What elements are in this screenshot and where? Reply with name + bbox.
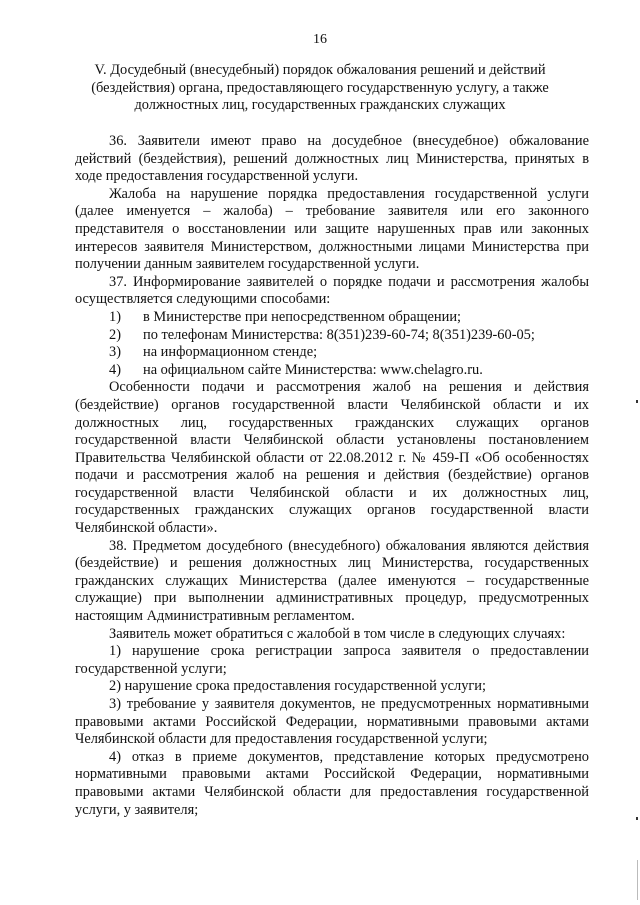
list-item-text: в Министерстве при непосредственном обращении;	[143, 308, 462, 325]
paragraph-37: 37. Информирование заявителей о порядке подачи и рассмотрения жалобы осуществляется следующими способами:	[75, 273, 589, 308]
list-item	[75, 344, 589, 362]
scan-edge-mark	[636, 400, 638, 403]
paragraph-38: 38. Предметом досудебного (внесудебного) обжалования являются действия (бездействие) и решения должностных лиц Министерства, государственных гражданских служащих Министерства (далее именуются – государственные служащие) при выполнении административных процедур, предусмотренных настоящим Административным регламентом.	[75, 537, 589, 625]
list-item	[75, 309, 589, 327]
paragraph-36: 36. Заявители имеют право на досудебное (внесудебное) обжалование действий (бездействия), решений должностных лиц Министерства, принятых в ходе предоставления государственной услуги.	[75, 133, 589, 185]
list-item-number: 1)	[109, 308, 121, 325]
list-item	[75, 327, 589, 345]
paragraph-case-4: 4) отказ в приеме документов, представление которых предусмотрено нормативными правовыми актами Российской Федерации, нормативными правовыми актами Челябинской области для предоставления государственной услуги, у заявителя;	[75, 748, 589, 818]
list-item-number: 3)	[109, 344, 121, 361]
list-item-number: 2)	[109, 326, 121, 343]
section-heading: V. Досудебный (внесудебный) порядок обжалования решений и действий (бездействия) органа, предоставляющего государственную услугу, а также должностных лиц, государственных гражданских служащих	[91, 62, 549, 113]
list-item-text: на информационном стенде;	[143, 344, 318, 361]
paragraph-case-1: 1) нарушение срока регистрации запроса заявителя о предоставлении государственной услуги;	[75, 643, 589, 677]
paragraph-complaint-definition: Жалоба на нарушение порядка предоставления государственной услуги (далее именуется – жалоба) – требование заявителя или его законного представителя о восстановлении или защите нарушенных прав или законных интересов заявителя Министерством, должностными лицами Министерства при получении данным заявителем государственной услуги.	[75, 185, 589, 273]
list-item-text: по телефонам Министерства: 8(351)239-60-74; 8(351)239-60-05;	[143, 326, 535, 343]
list-item	[75, 362, 589, 380]
paragraph-case-3: 3) требование у заявителя документов, не предусмотренных нормативными правовыми актами Российской Федерации, нормативными правовыми актами Челябинской области для предоставления государственной услуги;	[75, 696, 589, 748]
paragraph-special-rules: Особенности подачи и рассмотрения жалоб на решения и действия (бездействие) органов государственной власти Челябинской области и их должностных лиц, государственных гражданских служащих органов государственной власти Челябинской области установлены постановлением Правительства Челябинской области от 22.08.2012 г. № 459-П «Об особенностях подачи и рассмотрения жалоб на решения и действия (бездействие) органов государственной власти Челябинской области и их должностных лиц, государственных гражданских служащих органов государственной власти Челябинской области».	[75, 379, 589, 537]
scan-edge-mark	[637, 860, 638, 900]
document-body	[75, 133, 589, 819]
paragraph-case-2: 2) нарушение срока предоставления государственной услуги;	[109, 678, 486, 695]
list-item-number: 4)	[109, 361, 121, 378]
paragraph-cases-intro: Заявитель может обратиться с жалобой в том числе в следующих случаях:	[109, 625, 566, 642]
list-item-text: на официальном сайте Министерства: www.chelagro.ru.	[143, 361, 483, 378]
page-number: 16	[313, 32, 327, 47]
scan-edge-mark	[636, 817, 638, 820]
